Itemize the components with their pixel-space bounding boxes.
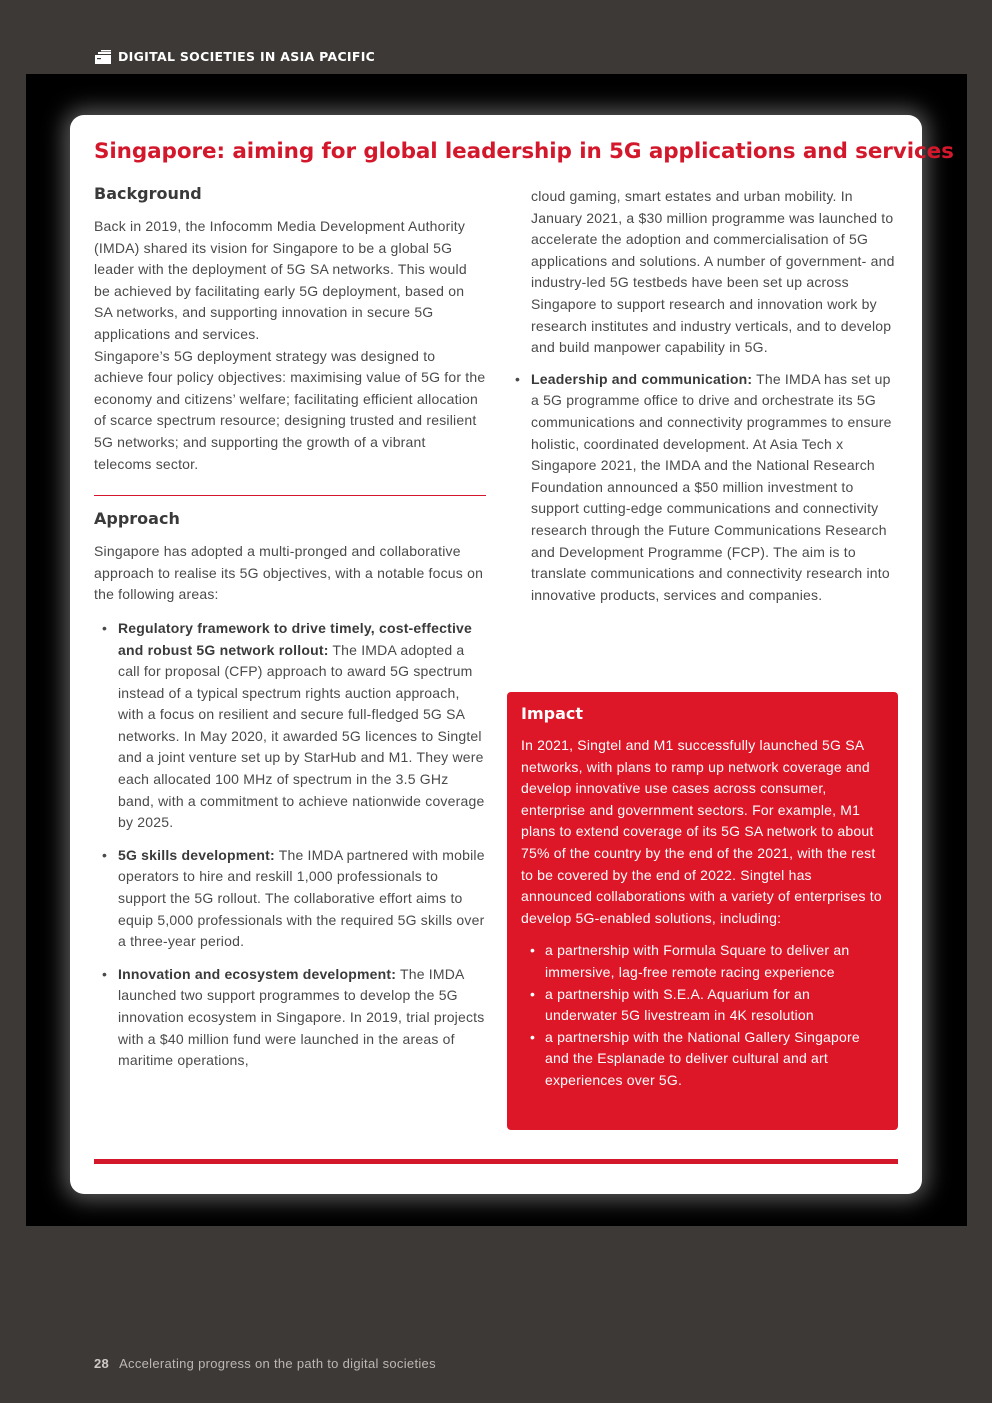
list-item: • a partnership with the National Gallery Singapore and the Esplanade to deliver cultural and art experiences over 5G. [521,1027,884,1092]
page-footer [94,1356,436,1371]
right-column [507,186,899,617]
impact-paragraph: In 2021, Singtel and M1 successfully launched 5G SA networks, with plans to ramp up network coverage and develop innovative use cases across consumer, enterprise and government sectors. For example, M1 plans to extend coverage of its 5G SA network to about 75% of the country by the end of the 2021, with the rest to be covered by the end of 2022. Singtel has announced collaborations with a variety of enterprises to develop 5G-enabled solutions, including: [521,737,882,926]
background-heading: Background [94,184,202,203]
list-item-text: The IMDA launched two support programmes to develop the 5G innovation ecosystem in Singapore. In 2019, trial projects with a $40 million fund were launched in the areas of maritime operations, [118,965,485,1069]
case-study-title: Singapore: aiming for global leadership in 5G applications and services [94,139,954,164]
impact-heading: Impact [521,704,584,723]
list-item: • a partnership with S.E.A. Aquarium for an underwater 5G livestream in 4K resolution [521,984,884,1027]
list-item-bold: Leadership and communication: [531,370,753,387]
list-item-bold: Regulatory framework to drive timely, cost-effective and robust 5G network rollout: [118,619,473,658]
impact-box [507,692,898,1130]
running-header [94,49,375,64]
list-item-text: The IMDA has set up a 5G programme office to drive and orchestrate its 5G communications and connectivity programmes to ensure holistic, coordinated development. At Asia Tech x Singapore 2021, the IMDA and the National Research Foundation announced a $50 million investment to support cutting-edge communications and connectivity research through the Future Communications Research and Development Programme (FCP). The aim is to translate communications and connectivity research into innovative products, services and companies. [531,370,892,603]
list-item: • a partnership with Formula Square to deliver an immersive, lag-free remote racing experience [521,940,884,983]
case-study-card [70,115,954,1194]
page-number: 28 [94,1356,110,1371]
list-item [94,845,486,953]
approach-intro: Singapore has adopted a multi-pronged and collaborative approach to realise its 5G objectives, with a notable focus on the following areas: [94,543,484,603]
list-item [507,369,899,607]
left-column [94,184,486,1083]
document-stack-icon [94,50,112,64]
list-item-bold: 5G skills development: [118,846,275,863]
footer-text: Accelerating progress on the path to digital societies [119,1356,436,1371]
list-item-text: The IMDA adopted a call for proposal (CFP) approach to award 5G spectrum instead of a typical spectrum rights auction approach, with a focus on resilient and secure full-fledged 5G SA networks. In May 2020, it awarded 5G licences to Singtel and a joint venture set up by StarHub and M1. They were each allocated 100 MHz of spectrum in the 3.5 GHz band, with a commitment to achieve nationwide coverage by 2025. [118,641,485,831]
card-bottom-rule [94,1159,898,1164]
approach-heading: Approach [94,509,180,529]
innovation-continuation: cloud gaming, smart estates and urban mobility. In January 2021, a $30 million programme was launched to accelerate the adoption and commercialisation of 5G applications and solutions. A number of government- and industry-led 5G testbeds have been set up across Singapore to support research and innovation work by research institutes and industry verticals, and to develop and build manpower capability in 5G. [531,188,895,356]
header-title: DIGITAL SOCIETIES IN ASIA PACIFIC [118,49,376,64]
list-item-text: The IMDA partnered with mobile operators to hire and reskill 1,000 professionals to support the 5G rollout. The collaborative effort aims to equip 5,000 professionals with the required 5G skills over a three-year period. [118,846,485,950]
list-item-bold: Innovation and ecosystem development: [118,965,397,982]
list-item [94,964,486,1072]
background-paragraph-2: Singapore’s 5G deployment strategy was designed to achieve four policy objectives: maximising value of 5G for the economy and citizens’ welfare; facilitating efficient allocation of scarce spectrum resource; designing trusted and resilient 5G networks; and supporting the growth of a vibrant telecoms sector. [94,347,486,472]
section-divider [94,495,486,496]
approach-list [94,618,486,1072]
impact-list [521,940,884,1091]
list-item [94,618,486,834]
approach-list-continued [507,369,899,607]
background-paragraph-1: Back in 2019, the Infocomm Media Development Authority (IMDA) shared its vision for Singapore to be a global 5G leader with the deployment of 5G SA networks. This would be achieved by facilitating early 5G deployment, based on SA networks, and supporting innovation in secure 5G applications and services. [94,218,467,342]
